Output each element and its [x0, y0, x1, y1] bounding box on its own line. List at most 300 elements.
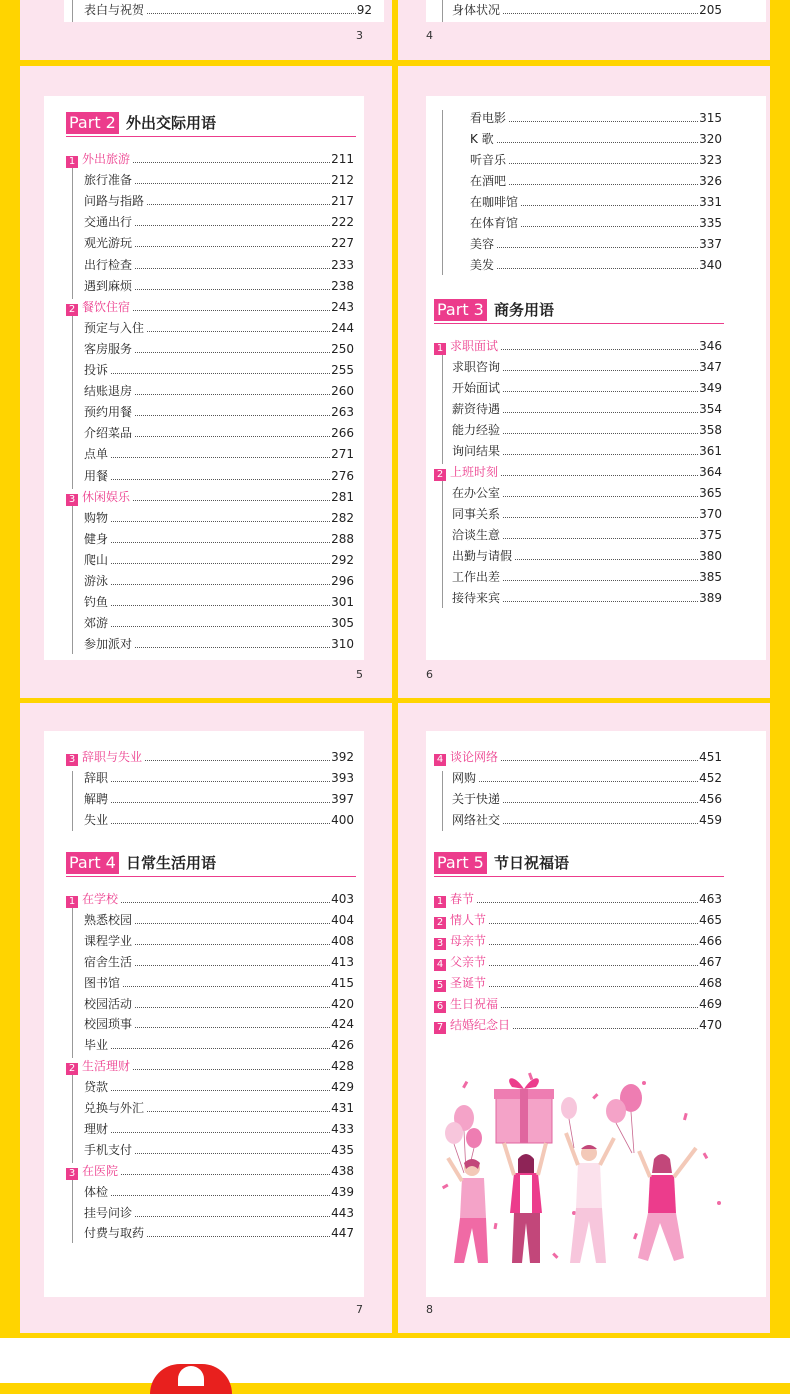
toc-entry-label — [66, 299, 132, 316]
toc-entry-text: 旅行准备 — [84, 173, 133, 188]
section-number-badge: 4 — [434, 959, 446, 971]
toc-entry-label — [470, 110, 508, 127]
toc-leader-dots — [84, 584, 354, 585]
toc-entry-page: 305 — [331, 616, 354, 631]
toc-section-entry[interactable] — [434, 912, 722, 929]
toc-section-entry[interactable] — [434, 975, 722, 992]
toc-entry-label — [84, 552, 110, 569]
toc-section-entry[interactable] — [66, 151, 354, 168]
toc-entry-page: 92 — [356, 3, 372, 17]
toc-entry[interactable] — [470, 236, 722, 253]
toc-entry[interactable] — [84, 341, 354, 358]
toc-entry[interactable] — [84, 510, 354, 527]
toc-entry-page: 271 — [331, 447, 354, 462]
toc-entry[interactable] — [470, 257, 722, 274]
toc-entry-text: 餐饮住宿 — [82, 299, 131, 314]
toc-entry-label — [84, 996, 134, 1013]
toc-entry-text: 情人节 — [450, 913, 487, 927]
toc-section-entry[interactable] — [434, 954, 722, 971]
toc-entry[interactable] — [452, 401, 722, 418]
toc-entry-label — [84, 636, 134, 653]
toc-entry-page: 292 — [331, 552, 354, 567]
part-underline — [434, 876, 724, 877]
toc-leader-dots — [84, 802, 354, 803]
toc-entry-label — [434, 996, 500, 1013]
toc-entry-page: 281 — [331, 489, 354, 504]
toc-entry-label — [84, 172, 134, 189]
toc-entry[interactable] — [84, 1016, 354, 1033]
toc-entry[interactable] — [470, 131, 722, 148]
toc-entry[interactable] — [84, 552, 354, 569]
toc-entry[interactable] — [84, 1100, 354, 1117]
toc-entry-page: 468 — [699, 976, 722, 990]
toc-entry[interactable] — [470, 152, 722, 169]
toc-entry[interactable] — [84, 1079, 354, 1096]
toc-entry-text: 点单 — [84, 447, 109, 462]
toc-entry-page: 255 — [331, 363, 354, 377]
toc-entry-label — [84, 214, 134, 231]
toc-entry-label — [84, 933, 134, 950]
toc-entry[interactable] — [84, 1121, 354, 1138]
toc-entry[interactable] — [452, 791, 722, 808]
toc-entry-label — [66, 891, 120, 908]
toc-entry-page: 243 — [331, 299, 354, 314]
toc-entry-page: 288 — [331, 531, 354, 546]
toc-entry[interactable] — [84, 214, 354, 231]
toc-entry[interactable] — [84, 1184, 354, 1201]
toc-entry[interactable] — [84, 1225, 354, 1242]
toc-leader-dots — [84, 605, 354, 606]
toc-entry[interactable] — [452, 443, 722, 460]
toc-entry[interactable] — [84, 812, 354, 829]
toc-entry-label — [434, 912, 488, 929]
toc-entry-page: 393 — [331, 771, 354, 785]
toc-entry-label — [434, 954, 488, 971]
toc-entry-text: 挂号问诊 — [84, 1205, 133, 1220]
toc-entry-page: 217 — [331, 194, 354, 209]
part-2-heading — [66, 112, 356, 136]
toc-entry-text: 参加派对 — [84, 637, 133, 652]
toc-leader-dots — [434, 902, 722, 903]
toc-entry-text: 遇到麻烦 — [84, 278, 133, 293]
toc-entry-text: 爬山 — [84, 552, 109, 567]
toc-entry-page: 415 — [331, 975, 354, 990]
part-4-heading — [66, 852, 356, 876]
toc-entry-page: 404 — [331, 912, 354, 927]
toc-section-entry[interactable] — [66, 299, 354, 316]
toc-entry-label — [84, 1100, 146, 1117]
toc-entry-page: 301 — [331, 595, 354, 610]
part-tag: Part 2 — [66, 112, 119, 134]
toc-entry[interactable] — [452, 569, 722, 586]
toc-entry[interactable] — [470, 194, 722, 211]
toc-entry[interactable] — [452, 359, 722, 376]
toc-entry[interactable] — [452, 590, 722, 607]
toc-entry[interactable] — [84, 933, 354, 950]
toc-entry-text: 介绍菜品 — [84, 426, 133, 441]
toc-leader-dots — [84, 1195, 354, 1196]
toc-entry-label — [84, 404, 134, 421]
section-number-badge: 2 — [434, 469, 446, 481]
page-3 — [20, 0, 392, 60]
toc-entry-text: 美容 — [470, 237, 495, 251]
toc-entry[interactable] — [470, 173, 722, 190]
toc-section-entry[interactable] — [434, 891, 722, 908]
toc-entry-page: 439 — [331, 1184, 354, 1199]
toc-entry-label — [84, 594, 110, 611]
toc-entry-page: 296 — [331, 574, 354, 588]
toc-entry[interactable] — [452, 770, 722, 787]
section-number-badge: 2 — [66, 304, 78, 316]
toc-entry-page: 426 — [331, 1038, 354, 1053]
toc-entry-page: 443 — [331, 1205, 354, 1220]
toc-guide-line — [72, 166, 73, 654]
toc-entry-page: 310 — [331, 637, 354, 652]
toc-entry-label — [434, 749, 500, 766]
toc-guide-line — [442, 354, 443, 608]
toc-entry-page: 233 — [331, 257, 354, 272]
toc-entry[interactable] — [84, 404, 354, 421]
toc-entry-page: 433 — [331, 1121, 354, 1136]
toc-entry[interactable] — [84, 791, 354, 808]
toc-entry-label — [84, 257, 134, 274]
toc-entry-page: 435 — [331, 1142, 354, 1157]
toc-entry[interactable] — [452, 506, 722, 523]
toc-entry-text: 能力经验 — [452, 423, 501, 437]
toc-entry[interactable] — [84, 594, 354, 611]
toc-entry-text: 校园活动 — [84, 996, 133, 1011]
toc-entry-page: 429 — [331, 1080, 354, 1095]
toc-entry[interactable] — [452, 2, 722, 19]
toc-entry-page: 463 — [699, 892, 722, 906]
toc-entry[interactable] — [452, 548, 722, 565]
toc-entry-page: 365 — [699, 486, 722, 500]
toc-entry-page: 424 — [331, 1017, 354, 1032]
page-number: 8 — [426, 1303, 433, 1316]
toc-entry-label — [470, 215, 520, 232]
toc-entry-label — [84, 341, 134, 358]
toc-entry-page: 467 — [699, 955, 722, 969]
toc-entry-text: 解聘 — [84, 792, 109, 806]
section-number-badge: 1 — [66, 896, 78, 908]
toc-entry[interactable] — [84, 996, 354, 1013]
toc-entry-page: 447 — [331, 1226, 354, 1241]
toc-entry-label — [84, 615, 110, 632]
toc-entry-page: 431 — [331, 1101, 354, 1115]
toc-entry-text: 预约用餐 — [84, 405, 133, 420]
toc-entry-page: 340 — [699, 258, 722, 272]
toc-section-entry[interactable] — [66, 1163, 354, 1180]
toc-entry-text: 同事关系 — [452, 507, 501, 521]
toc-guide-line — [442, 771, 443, 831]
section-number-badge: 3 — [434, 938, 446, 950]
toc-entry[interactable] — [84, 912, 354, 929]
toc-entry-text: 投诉 — [84, 363, 109, 377]
toc-leader-dots — [84, 542, 354, 543]
toc-entry-label — [452, 791, 502, 808]
toc-entry-label — [452, 401, 502, 418]
toc-entry-text: 在办公室 — [452, 486, 501, 500]
toc-entry-page: 331 — [699, 195, 722, 209]
toc-entry-page: 358 — [699, 423, 722, 437]
balloons-right — [561, 1084, 642, 1153]
toc-entry-label — [84, 1121, 110, 1138]
toc-entry-label — [470, 257, 496, 274]
toc-entry-label — [470, 173, 508, 190]
toc-entry-label — [84, 975, 122, 992]
toc-entry-page: 413 — [331, 954, 354, 969]
toc-guide-line — [72, 771, 73, 831]
part-tag: Part 3 — [434, 299, 487, 321]
toc-entry[interactable] — [84, 975, 354, 992]
toc-entry-label — [84, 1225, 146, 1242]
toc-section-entry[interactable] — [434, 996, 722, 1013]
toc-entry-text: 外出旅游 — [82, 152, 131, 166]
toc-entry-label — [452, 527, 502, 544]
toc-entry-text: 关于快递 — [452, 792, 501, 806]
toc-entry-text: 听音乐 — [470, 153, 507, 167]
toc-entry-text: 美发 — [470, 258, 495, 272]
toc-entry[interactable] — [452, 527, 722, 544]
toc-entry-label — [66, 151, 132, 168]
page-4 — [398, 0, 770, 60]
toc-entry[interactable] — [84, 278, 354, 295]
toc-entry[interactable] — [84, 193, 354, 210]
toc-entry[interactable] — [84, 1037, 354, 1054]
toc-entry-label — [66, 1058, 132, 1075]
toc-entry-text: 开始面试 — [452, 381, 501, 395]
toc-section-entry[interactable] — [434, 338, 722, 355]
toc-entry-text: 图书馆 — [84, 975, 121, 990]
party-celebration-illustration — [434, 1063, 734, 1278]
toc-entry-text: 理财 — [84, 1121, 109, 1136]
toc-entry-text: 薪资待遇 — [452, 402, 501, 416]
toc-entry-label — [470, 236, 496, 253]
toc-entry-page: 438 — [331, 1163, 354, 1178]
toc-leader-dots — [84, 457, 354, 458]
toc-entry-page: 361 — [699, 444, 722, 458]
toc-entry-text: 毕业 — [84, 1038, 109, 1053]
toc-leader-dots — [84, 479, 354, 480]
toc-entry-page: 456 — [699, 792, 722, 806]
toc-entry-page: 335 — [699, 216, 722, 230]
page-8 — [398, 703, 770, 1333]
toc-leader-dots — [84, 521, 354, 522]
part-title: 节日祝福语 — [494, 854, 570, 872]
toc-leader-dots — [84, 1132, 354, 1133]
toc-entry-page: 469 — [699, 997, 722, 1011]
toc-entry[interactable] — [84, 468, 354, 485]
page-number: 3 — [356, 29, 363, 42]
toc-entry-page: 408 — [331, 933, 354, 948]
toc-section-entry[interactable] — [66, 749, 354, 766]
toc-entry[interactable] — [452, 422, 722, 439]
toc-entry[interactable] — [84, 362, 354, 379]
toc-entry-text: 谈论网络 — [450, 750, 499, 764]
toc-entry-page: 276 — [331, 468, 354, 483]
toc-entry-text: 询问结果 — [452, 444, 501, 458]
toc-entry-text: 客房服务 — [84, 341, 133, 356]
toc-entry-page: 349 — [699, 381, 722, 395]
toc-entry-text: 结婚纪念日 — [450, 1018, 511, 1032]
section-number-badge: 4 — [434, 754, 446, 766]
toc-entry-text: 春节 — [450, 892, 475, 906]
toc-entry-text: 父亲节 — [450, 955, 487, 969]
toc-entry[interactable] — [84, 954, 354, 971]
person-left — [448, 1158, 488, 1263]
toc-guide-line — [442, 0, 443, 22]
toc-entry[interactable] — [84, 615, 354, 632]
toc-entry-text: 看电影 — [470, 111, 507, 125]
toc-entry-label — [452, 548, 514, 565]
toc-entry-page: 452 — [699, 771, 722, 785]
toc-entry-text: 手机支付 — [84, 1142, 133, 1157]
toc-entry-text: 游泳 — [84, 574, 109, 588]
toc-entry-page: 315 — [699, 111, 722, 125]
toc-entry-text: 购物 — [84, 510, 109, 525]
toc-entry-text: 在酒吧 — [470, 174, 507, 188]
toc-entry-label — [452, 422, 502, 439]
toc-entry[interactable] — [84, 573, 354, 590]
toc-entry[interactable] — [84, 235, 354, 252]
toc-entry[interactable] — [84, 636, 354, 653]
toc-entry-label: 身体状况 — [452, 3, 501, 17]
toc-leader-dots — [84, 781, 354, 782]
toc-entry-text: 工作出差 — [452, 570, 501, 584]
toc-entry[interactable] — [84, 172, 354, 189]
part-underline — [66, 876, 356, 877]
toc-entry-label — [84, 573, 110, 590]
toc-entry-page: 266 — [331, 426, 354, 441]
toc-entry-page: 465 — [699, 913, 722, 927]
toc-entry[interactable] — [84, 425, 354, 442]
toc-entry[interactable] — [84, 383, 354, 400]
toc-entry[interactable] — [452, 380, 722, 397]
toc-section-entry[interactable] — [66, 1058, 354, 1075]
toc-entry-label — [452, 812, 502, 829]
toc-entry[interactable] — [84, 320, 354, 337]
toc-entry-page: 323 — [699, 153, 722, 167]
toc-entry[interactable] — [84, 2, 372, 19]
toc-entry-text: 在学校 — [82, 892, 119, 906]
part-title: 日常生活用语 — [126, 854, 217, 872]
toc-entry-page: 466 — [699, 934, 722, 948]
part-tag: Part 5 — [434, 852, 487, 874]
toc-entry-label — [84, 320, 146, 337]
toc-entry-label — [84, 791, 110, 808]
toc-entry-label — [434, 464, 500, 481]
toc-entry-label — [470, 131, 496, 148]
toc-entry-text: 课程学业 — [84, 933, 133, 948]
toc-entry[interactable] — [452, 812, 722, 829]
toc-entry-text: 兑换与外汇 — [84, 1101, 145, 1115]
toc-entry[interactable] — [84, 446, 354, 463]
toc-section-entry[interactable] — [434, 1017, 722, 1034]
toc-entry-page: 392 — [331, 750, 354, 764]
part-underline — [66, 136, 356, 137]
toc-entry-label — [84, 235, 134, 252]
section-number-badge: 7 — [434, 1022, 446, 1034]
toc-entry-text: 辞职与失业 — [82, 750, 143, 764]
toc-entry-text: 贷款 — [84, 1080, 109, 1095]
toc-entry-text: 洽谈生意 — [452, 528, 501, 542]
toc-entry-label — [84, 362, 110, 379]
toc-entry-page: 263 — [331, 405, 354, 420]
toc-entry-page: 428 — [331, 1059, 354, 1074]
toc-entry-text: 生日祝福 — [450, 997, 499, 1011]
page-number: 6 — [426, 668, 433, 681]
toc-entry-text: 结账退房 — [84, 384, 133, 399]
toc-entry-text: 出行检查 — [84, 257, 133, 272]
toc-entry-page: 385 — [699, 570, 722, 584]
toc-entry-label — [452, 569, 502, 586]
toc-entry[interactable] — [84, 770, 354, 787]
toc-entry-text: 观光游玩 — [84, 236, 133, 251]
toc-entry-label — [452, 590, 502, 607]
toc-entry-page: 400 — [331, 813, 354, 827]
toc-section-entry[interactable] — [66, 891, 354, 908]
toc-entry[interactable] — [452, 485, 722, 502]
toc-entry[interactable] — [84, 1205, 354, 1222]
toc-leader-dots — [84, 986, 354, 987]
toc-entry[interactable] — [84, 531, 354, 548]
toc-leader-dots — [470, 142, 722, 143]
toc-leader-dots — [84, 1048, 354, 1049]
toc-guide-line — [72, 0, 73, 22]
toc-entry[interactable] — [470, 110, 722, 127]
toc-section-entry[interactable] — [434, 464, 722, 481]
toc-leader-dots — [84, 1090, 354, 1091]
toc-entry-text: 校园琐事 — [84, 1017, 133, 1032]
toc-entry-label — [84, 1037, 110, 1054]
toc-entry-page: 250 — [331, 341, 354, 356]
page-6 — [398, 66, 770, 698]
toc-entry-page: 346 — [699, 339, 722, 353]
toc-entry-label — [84, 954, 134, 971]
toc-entry-label — [434, 933, 488, 950]
toc-leader-dots — [84, 823, 354, 824]
gift-box — [494, 1078, 554, 1143]
toc-entry-label — [66, 1163, 120, 1180]
toc-entry[interactable] — [84, 257, 354, 274]
toc-entry-label — [84, 425, 134, 442]
toc-section-entry[interactable] — [434, 933, 722, 950]
toc-entry-text: 健身 — [84, 531, 109, 546]
toc-entry-page: 347 — [699, 360, 722, 374]
toc-entry-label — [434, 891, 476, 908]
toc-entry-text: 在咖啡馆 — [470, 195, 519, 209]
part-underline — [434, 323, 724, 324]
toc-entry-text: 母亲节 — [450, 934, 487, 948]
toc-entry-label — [84, 446, 110, 463]
toc-entry-text: 生活理财 — [82, 1059, 131, 1074]
section-number-badge: 1 — [434, 896, 446, 908]
toc-section-entry[interactable] — [434, 749, 722, 766]
toc-entry-label — [84, 1205, 134, 1222]
toc-entry-label — [84, 510, 110, 527]
toc-entry[interactable] — [470, 215, 722, 232]
toc-entry-text: 网购 — [452, 771, 477, 785]
emblem-notch — [178, 1366, 204, 1386]
toc-entry[interactable] — [84, 1142, 354, 1159]
toc-entry-text: 失业 — [84, 813, 109, 827]
toc-leader-dots — [452, 781, 722, 782]
toc-section-entry[interactable] — [66, 489, 354, 506]
bottom-strip — [0, 1338, 790, 1383]
toc-entry-label — [470, 194, 520, 211]
section-number-badge: 3 — [66, 1168, 78, 1180]
toc-entry-text: 宿舍生活 — [84, 954, 133, 969]
